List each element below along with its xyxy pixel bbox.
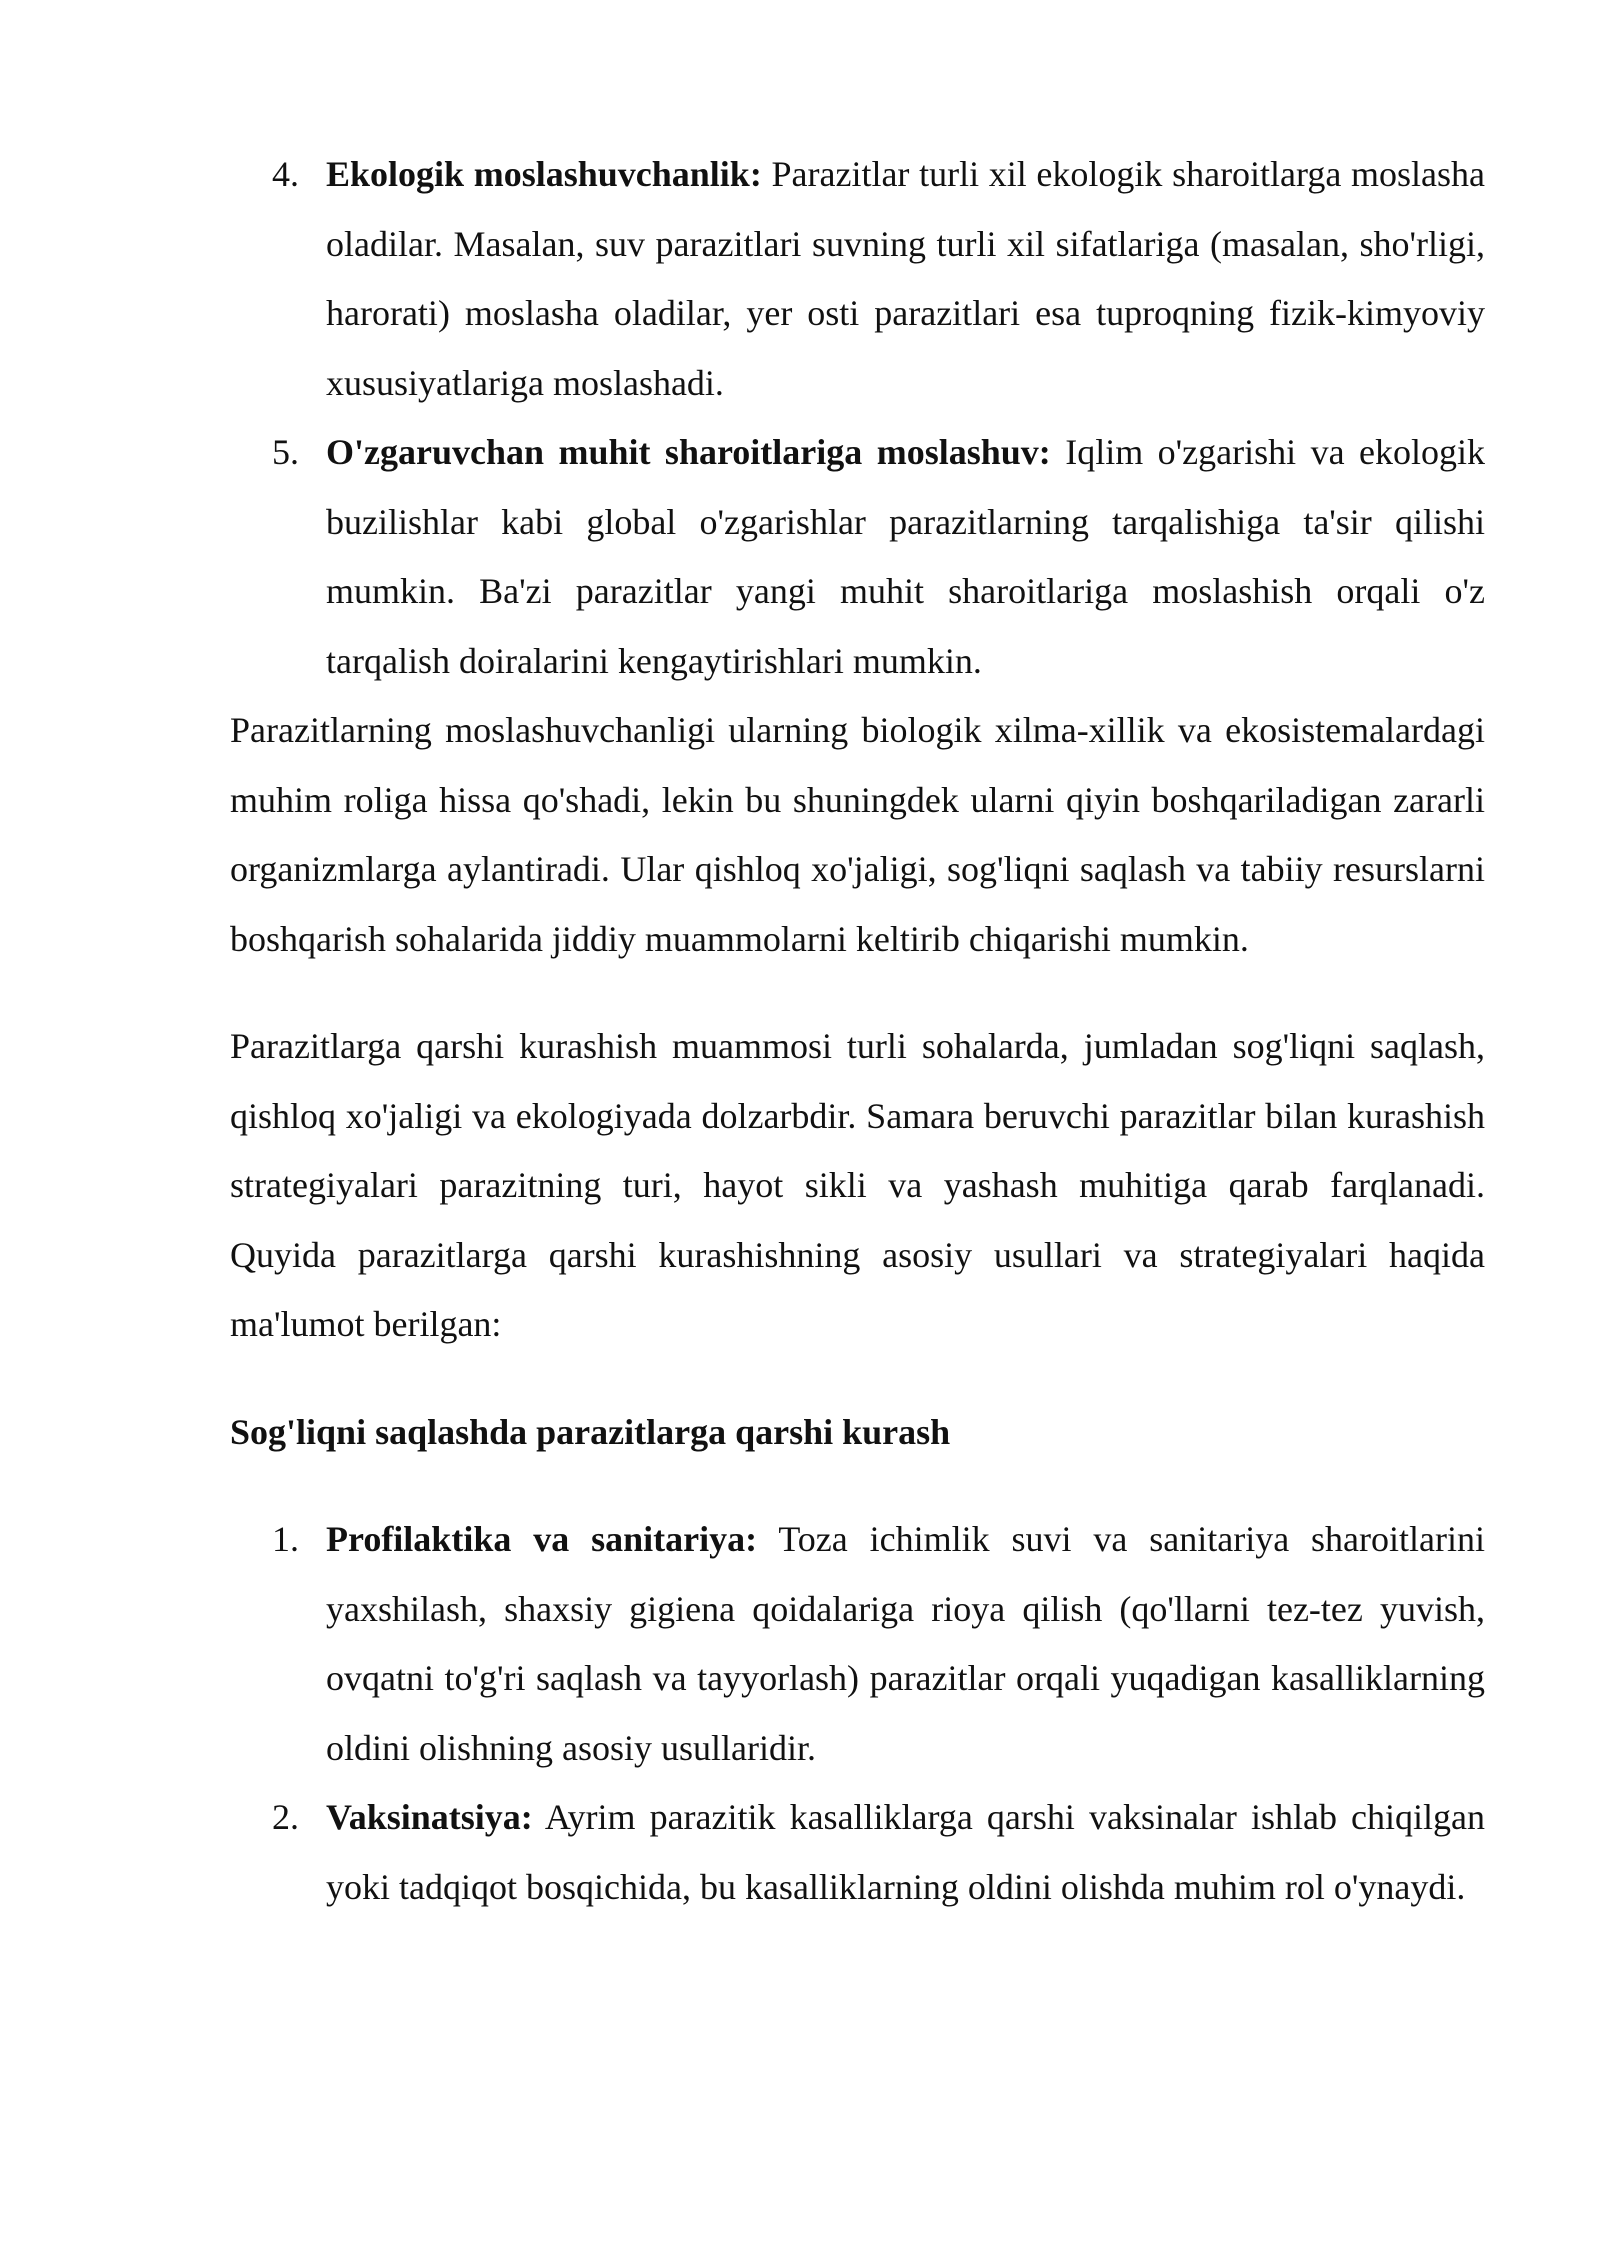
list-item-term: Vaksinatsiya: — [326, 1797, 533, 1837]
list-item — [230, 140, 1485, 418]
list-item-text: Ayrim parazitik kasalliklarga qarshi vaksinalar ishlab chiqilgan yoki tadqiqot bosqichida, bu kasalliklarning oldini olishda muhim rol o'ynaydi. — [326, 1797, 1485, 1907]
list-item-number: 1. — [272, 1519, 299, 1559]
list-item — [230, 418, 1485, 696]
list-item-text: Toza ichimlik suvi va sanitariya sharoitlarini yaxshilash, shaxsiy gigiena qoidalariga rioya qilish (qo'llarni tez-tez yuvish, ovqatni to'g'ri saqlash va tayyorlash) parazitlar orqali yuqadigan kasalliklarning oldini olishning asosiy usullaridir. — [326, 1519, 1485, 1768]
list-item-number: 2. — [272, 1797, 299, 1837]
list-item-number: 4. — [272, 154, 299, 194]
health-measures-list — [230, 1505, 1485, 1922]
section-heading: Sog'liqni saqlashda parazitlarga qarshi kurash — [230, 1411, 951, 1452]
list-item-term: O'zgaruvchan muhit sharoitlariga moslashuv: — [326, 432, 1051, 472]
list-item-term: Ekologik moslashuvchanlik: — [326, 154, 762, 194]
list-item — [230, 1505, 1485, 1783]
adaptation-list — [230, 140, 1485, 696]
body-paragraph: Parazitlarning moslashuvchanligi ularning biologik xilma-xillik va ekosistemalardagi muhim roliga hissa qo'shadi, lekin bu shuningdek ularni qiyin boshqariladigan zararli organizmlarga aylantiradi. Ular qishloq xo'jaligi, sog'liqni saqlash va tabiiy resurslarni boshqarish sohalarida jiddiy muammolarni keltirib chiqarishi mumkin. — [230, 710, 1485, 959]
list-item-term: Profilaktika va sanitariya: — [326, 1519, 758, 1559]
list-item-number: 5. — [272, 432, 299, 472]
body-paragraph: Parazitlarga qarshi kurashish muammosi turli sohalarda, jumladan sog'liqni saqlash, qishloq xo'jaligi va ekologiyada dolzarbdir. Samara beruvchi parazitlar bilan kurashish strategiyalari parazitning turi, hayot sikli va yashash muhitiga qarab farqlanadi. Quyida parazitlarga qarshi kurashishning asosiy usullari va strategiyalari haqida ma'lumot berilgan: — [230, 1026, 1485, 1344]
list-item-text: Iqlim o'zgarishi va ekologik buzilishlar kabi global o'zgarishlar parazitlarning tarqalishiga ta'sir qilishi mumkin. Ba'zi parazitlar yangi muhit sharoitlariga moslashish orqali o'z tarqalish doiralarini kengaytirishlari mumkin. — [326, 432, 1485, 681]
list-item — [230, 1783, 1485, 1922]
list-item-text: Parazitlar turli xil ekologik sharoitlarga moslasha oladilar. Masalan, suv parazitlari suvning turli xil sifatlariga (masalan, sho'rligi, harorati) moslasha oladilar, yer osti parazitlari esa tuproqning fizik-kimyoviy xususiyatlariga moslashadi. — [326, 154, 1486, 403]
